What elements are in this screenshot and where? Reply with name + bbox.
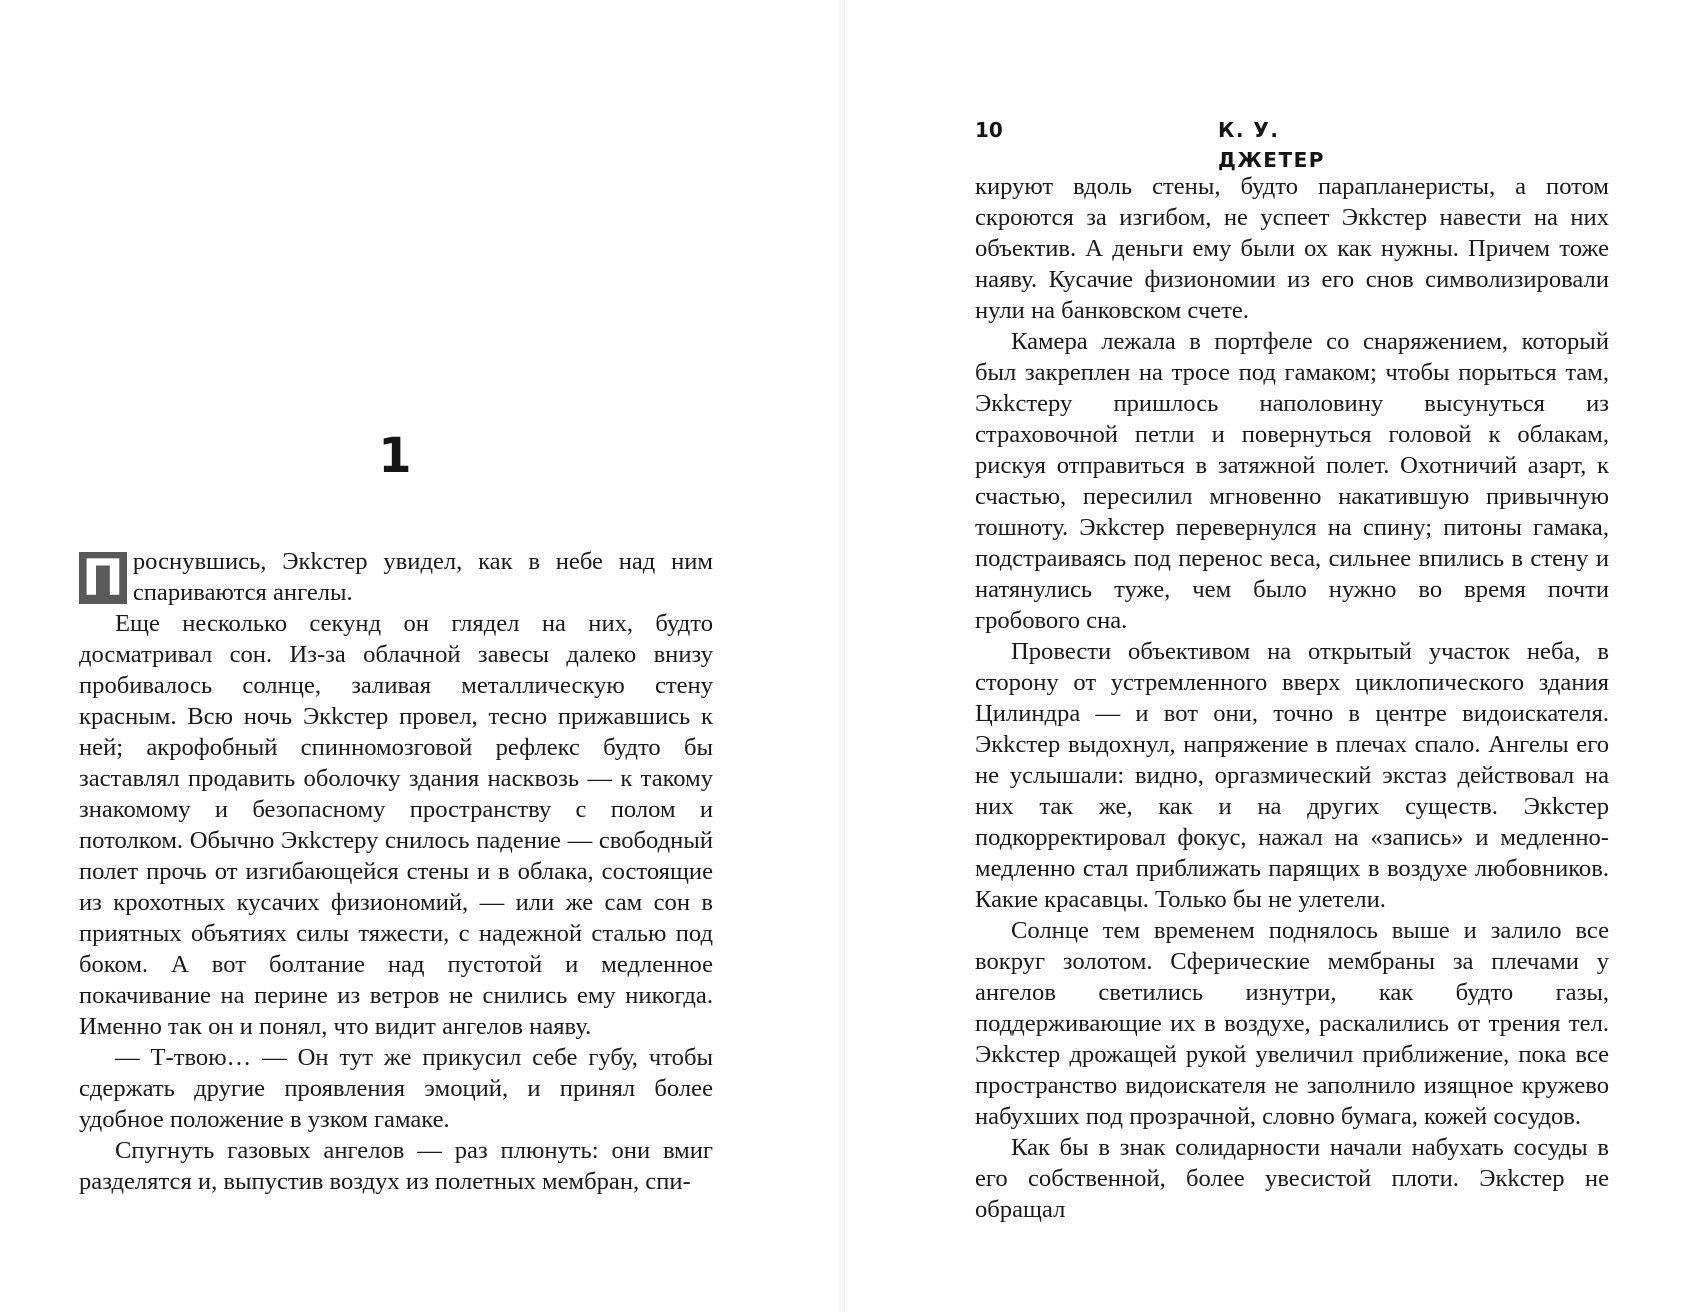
running-head	[975, 115, 1375, 172]
right-page-body	[975, 171, 1609, 1225]
paragraph: Провести объективом на открытый участок неба, в сторону от устремленного вверх циклопического здания Цилиндра — и вот они, точно в центре видоискателя. Экkстер выдохнул, напряжение в плечах спало. Ангелы его не услышали: видно, оргазмический экстаз действовал на них так же, как и на других существ. Экkстер подкорректировал фокус, нажал на «запись» и медленно-медленно стал приближать парящих в воздухе любовников. Какие красавцы. Только бы не улетели.	[975, 638, 1609, 913]
left-page-body	[79, 546, 713, 1197]
paragraph: Спугнуть газовых ангелов — раз плюнуть: они вмиг разделятся и, выпустив воздух из полетных мембран, спи-	[79, 1137, 713, 1195]
paragraph-text: роснувшись, Экkстер увидел, как в небе над ним спариваются ангелы.	[132, 548, 713, 606]
running-head-author: К. У. ДЖЕТЕР	[1218, 118, 1325, 172]
paragraph: Как бы в знак солидарности начали набухать сосуды в его собственной, более увесистой плоти. Экkстер не обращал	[975, 1134, 1609, 1223]
paragraph: Еще несколько секунд он глядел на них, будто досматривал сон. Из-за облачной завесы далеко внизу пробивалось солнце, заливая металлическую стену красным. Всю ночь Экkстер провел, тесно прижавшись к ней; акрофобный спинномозговой рефлекс будто бы заставлял продавить оболочку здания насквозь — к такому знакомому и безопасному пространству с полом и потолком. Обычно Экkстеру снилось падение — свободный полет прочь от изгибающейся стены и в облака, состоящие из крохотных кусачих физиономий, — или же сам сон в приятных объятиях силы тяжести, с надежной сталью под боком. А вот болтание над пустотой и медленное покачивание на перине из ветров не снились ему никогда. Именно так он и понял, что видит ангелов наяву.	[79, 610, 713, 1040]
paragraph: Камера лежала в портфеле со снаряжением, который был закреплен на тросе под гамаком; чтобы порыться там, Экkстеру пришлось наполовину высунуться из страховочной петли и повернуться головой к облакам, рискуя отправиться в затяжной полет. Охотничий азарт, к счастью, пересилил мгновенно накатившую привычную тошноту. Экkстер перевернулся на спину; питоны гамака, подстраиваясь под перенос веса, сильнее впились в стену и натянулись туже, чем было нужно во время почти гробового сна.	[975, 328, 1609, 634]
paragraph: — Т-твою… — Он тут же прикусил себе губу, чтобы сдержать другие проявления эмоций, и принял более удобное положение в узком гамаке.	[79, 1044, 713, 1133]
paragraph	[79, 546, 713, 608]
paragraph: Солнце тем временем поднялось выше и залило все вокруг золотом. Сферические мембраны за плечами у ангелов светились изнутри, как будто газы, поддерживающие их в воздухе, раскалились от трения тел. Экkстер дрожащей рукой увеличил приближение, пока все пространство видоискателя не заполнило изящное кружево набухших под прозрачной, словно бумага, кожей сосудов.	[975, 917, 1609, 1130]
chapter-number: 1	[378, 428, 412, 484]
page-number: 10	[975, 118, 1003, 142]
paragraph: кируют вдоль стены, будто парапланеристы, а потом скроются за изгибом, не успеет Экkстер навести на них объектив. А деньги ему были ох как нужны. Причем тоже наяву. Кусачие физиономии из его снов символизировали нули на банковском счете.	[975, 173, 1609, 324]
drop-cap: П	[79, 552, 127, 604]
